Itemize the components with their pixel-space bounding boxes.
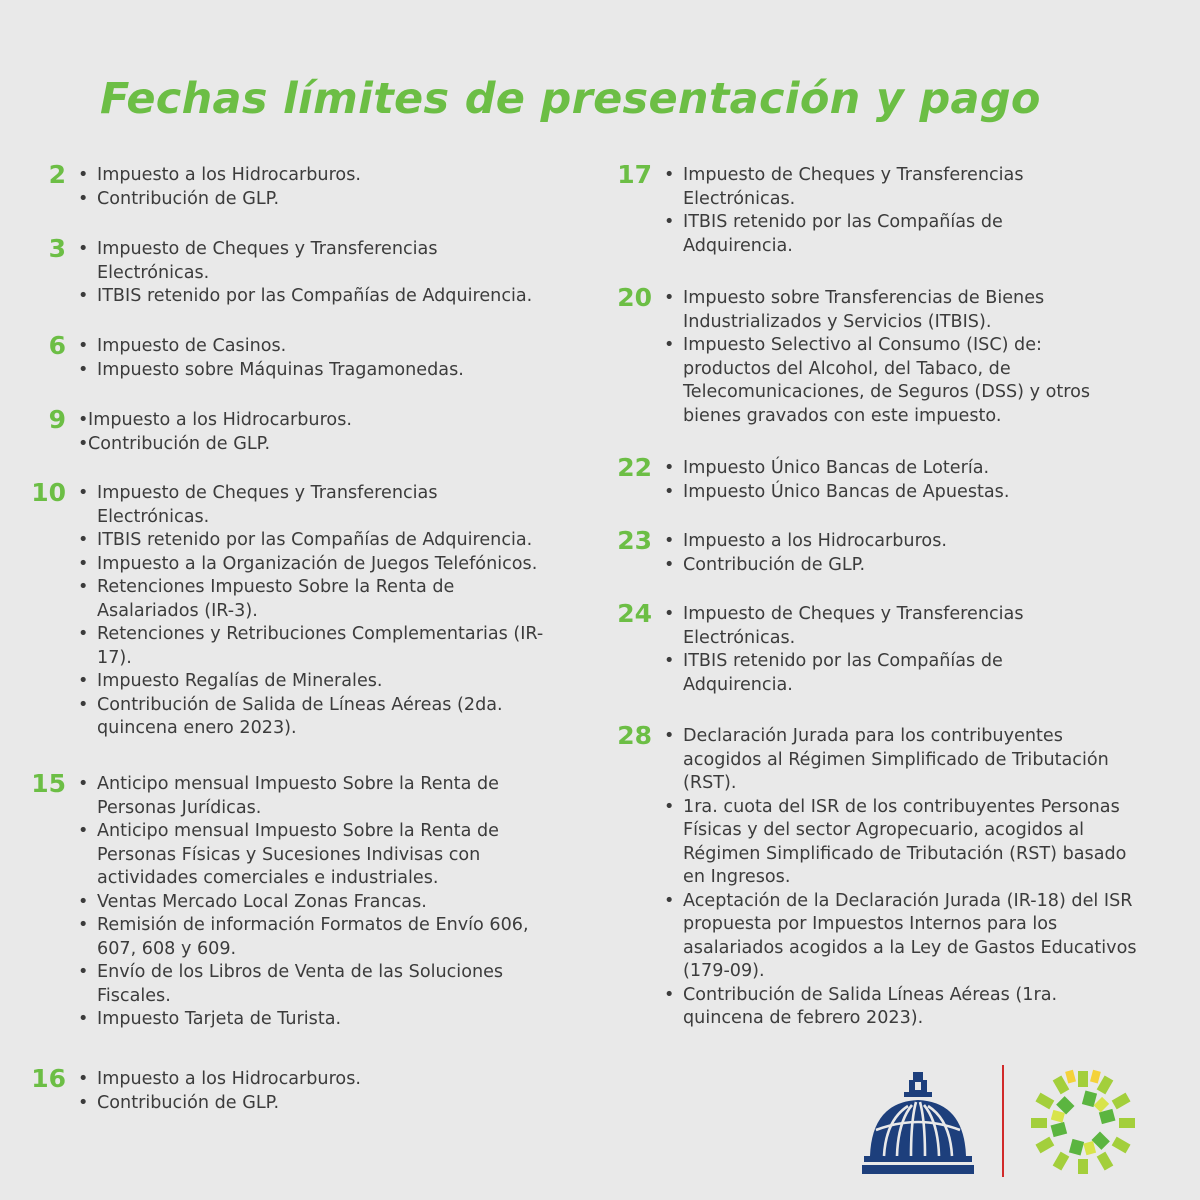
list-item: • Contribución de GLP.	[78, 1092, 598, 1116]
list-item: • ITBIS retenido por las Compañías de Adquirencia.	[664, 211, 1084, 258]
day-number: 20	[617, 283, 652, 312]
date-entry-9	[48, 405, 598, 456]
day-number: 23	[617, 526, 652, 555]
day-number: 3	[48, 234, 66, 263]
government-dome-logo	[862, 1070, 974, 1175]
list-item: • Impuesto de Cheques y Transferencias Electrónicas.	[664, 603, 1084, 650]
list-item: • Impuesto sobre Máquinas Tragamonedas.	[78, 359, 598, 383]
list-item: • Contribución de Salida Líneas Aéreas (1ra. quincena de febrero 2023).	[664, 984, 1103, 1031]
list-item: • Impuesto a los Hidrocarburos.	[664, 530, 1104, 554]
list-item: • Contribución de GLP.	[664, 554, 1104, 578]
date-entry-23	[617, 526, 1104, 577]
obligation-list	[78, 164, 598, 211]
page-title: Fechas límites de presentación y pago	[100, 74, 1041, 124]
obligation-list	[664, 725, 1139, 1031]
day-number: 15	[31, 769, 66, 798]
day-number: 6	[48, 331, 66, 360]
list-item: • Impuesto a los Hidrocarburos.	[78, 164, 598, 188]
date-entry-10	[31, 478, 598, 741]
dgii-sun-logo	[1028, 1068, 1138, 1174]
list-item: • Contribución de Salida de Líneas Aéreas (2da. quincena enero 2023).	[78, 694, 572, 741]
list-item: • ITBIS retenido por las Compañías de Adquirencia.	[78, 285, 617, 309]
list-item: • Envío de los Libros de Venta de las Soluciones Fiscales.	[78, 961, 568, 1008]
list-item: • Impuesto de Cheques y Transferencias Electrónicas.	[78, 482, 477, 529]
list-item: • Impuesto de Cheques y Transferencias Electrónicas.	[78, 238, 478, 285]
list-item: • Impuesto a los Hidrocarburos.	[78, 1068, 598, 1092]
date-entry-15	[31, 769, 568, 1032]
list-item: • Declaración Jurada para los contribuyentes acogidos al Régimen Simplificado de Tributación (RST).	[664, 725, 1139, 796]
obligation-list	[664, 603, 1084, 697]
day-number: 16	[31, 1064, 66, 1093]
list-item: • Impuesto Regalías de Minerales.	[78, 670, 598, 694]
list-item: • Impuesto Selectivo al Consumo (ISC) de: productos del Alcohol, del Tabaco, de Telecomunicaciones, de Seguros (DSS) y otros bienes gravados con este impuesto.	[664, 334, 1104, 428]
list-item: • Anticipo mensual Impuesto Sobre la Renta de Personas Físicas y Sucesiones Indivisas con actividades comerciales e industriales.	[78, 820, 568, 891]
list-item: • Impuesto Tarjeta de Turista.	[78, 1008, 568, 1032]
list-item: • ITBIS retenido por las Compañías de Adquirencia.	[664, 650, 1084, 697]
day-number: 17	[617, 160, 652, 189]
obligation-list	[664, 287, 1104, 428]
obligation-list	[664, 164, 1084, 258]
obligation-list	[664, 457, 1104, 504]
date-entry-28	[617, 721, 1139, 1031]
day-number: 22	[617, 453, 652, 482]
day-number: 9	[48, 405, 66, 434]
list-item: • Impuesto Único Bancas de Apuestas.	[664, 481, 1104, 505]
list-item: • Impuesto sobre Transferencias de Bienes Industrializados y Servicios (ITBIS).	[664, 287, 1103, 334]
obligation-list	[78, 773, 568, 1032]
list-item: • Impuesto a la Organización de Juegos Telefónicos.	[78, 553, 598, 577]
list-item: • Impuesto de Casinos.	[78, 335, 598, 359]
list-item: • Anticipo mensual Impuesto Sobre la Renta de Personas Jurídicas.	[78, 773, 568, 820]
day-number: 2	[48, 160, 66, 189]
list-item: • 1ra. cuota del ISR de los contribuyentes Personas Físicas y del sector Agropecuario, acogidos al Régimen Simplificado de Tributación (RST) basado en Ingresos.	[664, 796, 1139, 890]
date-entry-24	[617, 599, 1084, 697]
date-entry-2	[48, 160, 598, 211]
list-item: • Contribución de GLP.	[78, 433, 598, 457]
obligation-list	[78, 482, 598, 741]
list-item: • Aceptación de la Declaración Jurada (IR-18) del ISR propuesta por Impuestos Internos para los asalariados acogidos a la Ley de Gastos Educativos (179-09).	[664, 890, 1139, 984]
list-item: • Impuesto a los Hidrocarburos.	[78, 409, 598, 433]
obligation-list	[664, 530, 1104, 577]
date-entry-6	[48, 331, 598, 382]
list-item: • Impuesto de Cheques y Transferencias Electrónicas.	[664, 164, 1084, 211]
date-entry-3	[48, 234, 533, 309]
list-item: • Impuesto Único Bancas de Lotería.	[664, 457, 1104, 481]
date-entry-22	[617, 453, 1104, 504]
obligation-list	[78, 238, 533, 309]
list-item: • Remisión de información Formatos de Envío 606, 607, 608 y 609.	[78, 914, 568, 961]
obligation-list	[78, 335, 598, 382]
list-item: • Retenciones Impuesto Sobre la Renta de Asalariados (IR-3).	[78, 576, 497, 623]
date-entry-20	[617, 283, 1104, 428]
logo-divider	[1002, 1065, 1004, 1177]
obligation-list	[78, 409, 598, 456]
list-item: • Contribución de GLP.	[78, 188, 598, 212]
day-number: 24	[617, 599, 652, 628]
day-number: 10	[31, 478, 66, 507]
obligation-list	[78, 1068, 598, 1115]
list-item: • Ventas Mercado Local Zonas Francas.	[78, 891, 568, 915]
list-item: • ITBIS retenido por las Compañías de Adquirencia.	[78, 529, 598, 553]
list-item: • Retenciones y Retribuciones Complementarias (IR-17).	[78, 623, 557, 670]
date-entry-17	[617, 160, 1084, 258]
day-number: 28	[617, 721, 652, 750]
date-entry-16	[31, 1064, 598, 1115]
